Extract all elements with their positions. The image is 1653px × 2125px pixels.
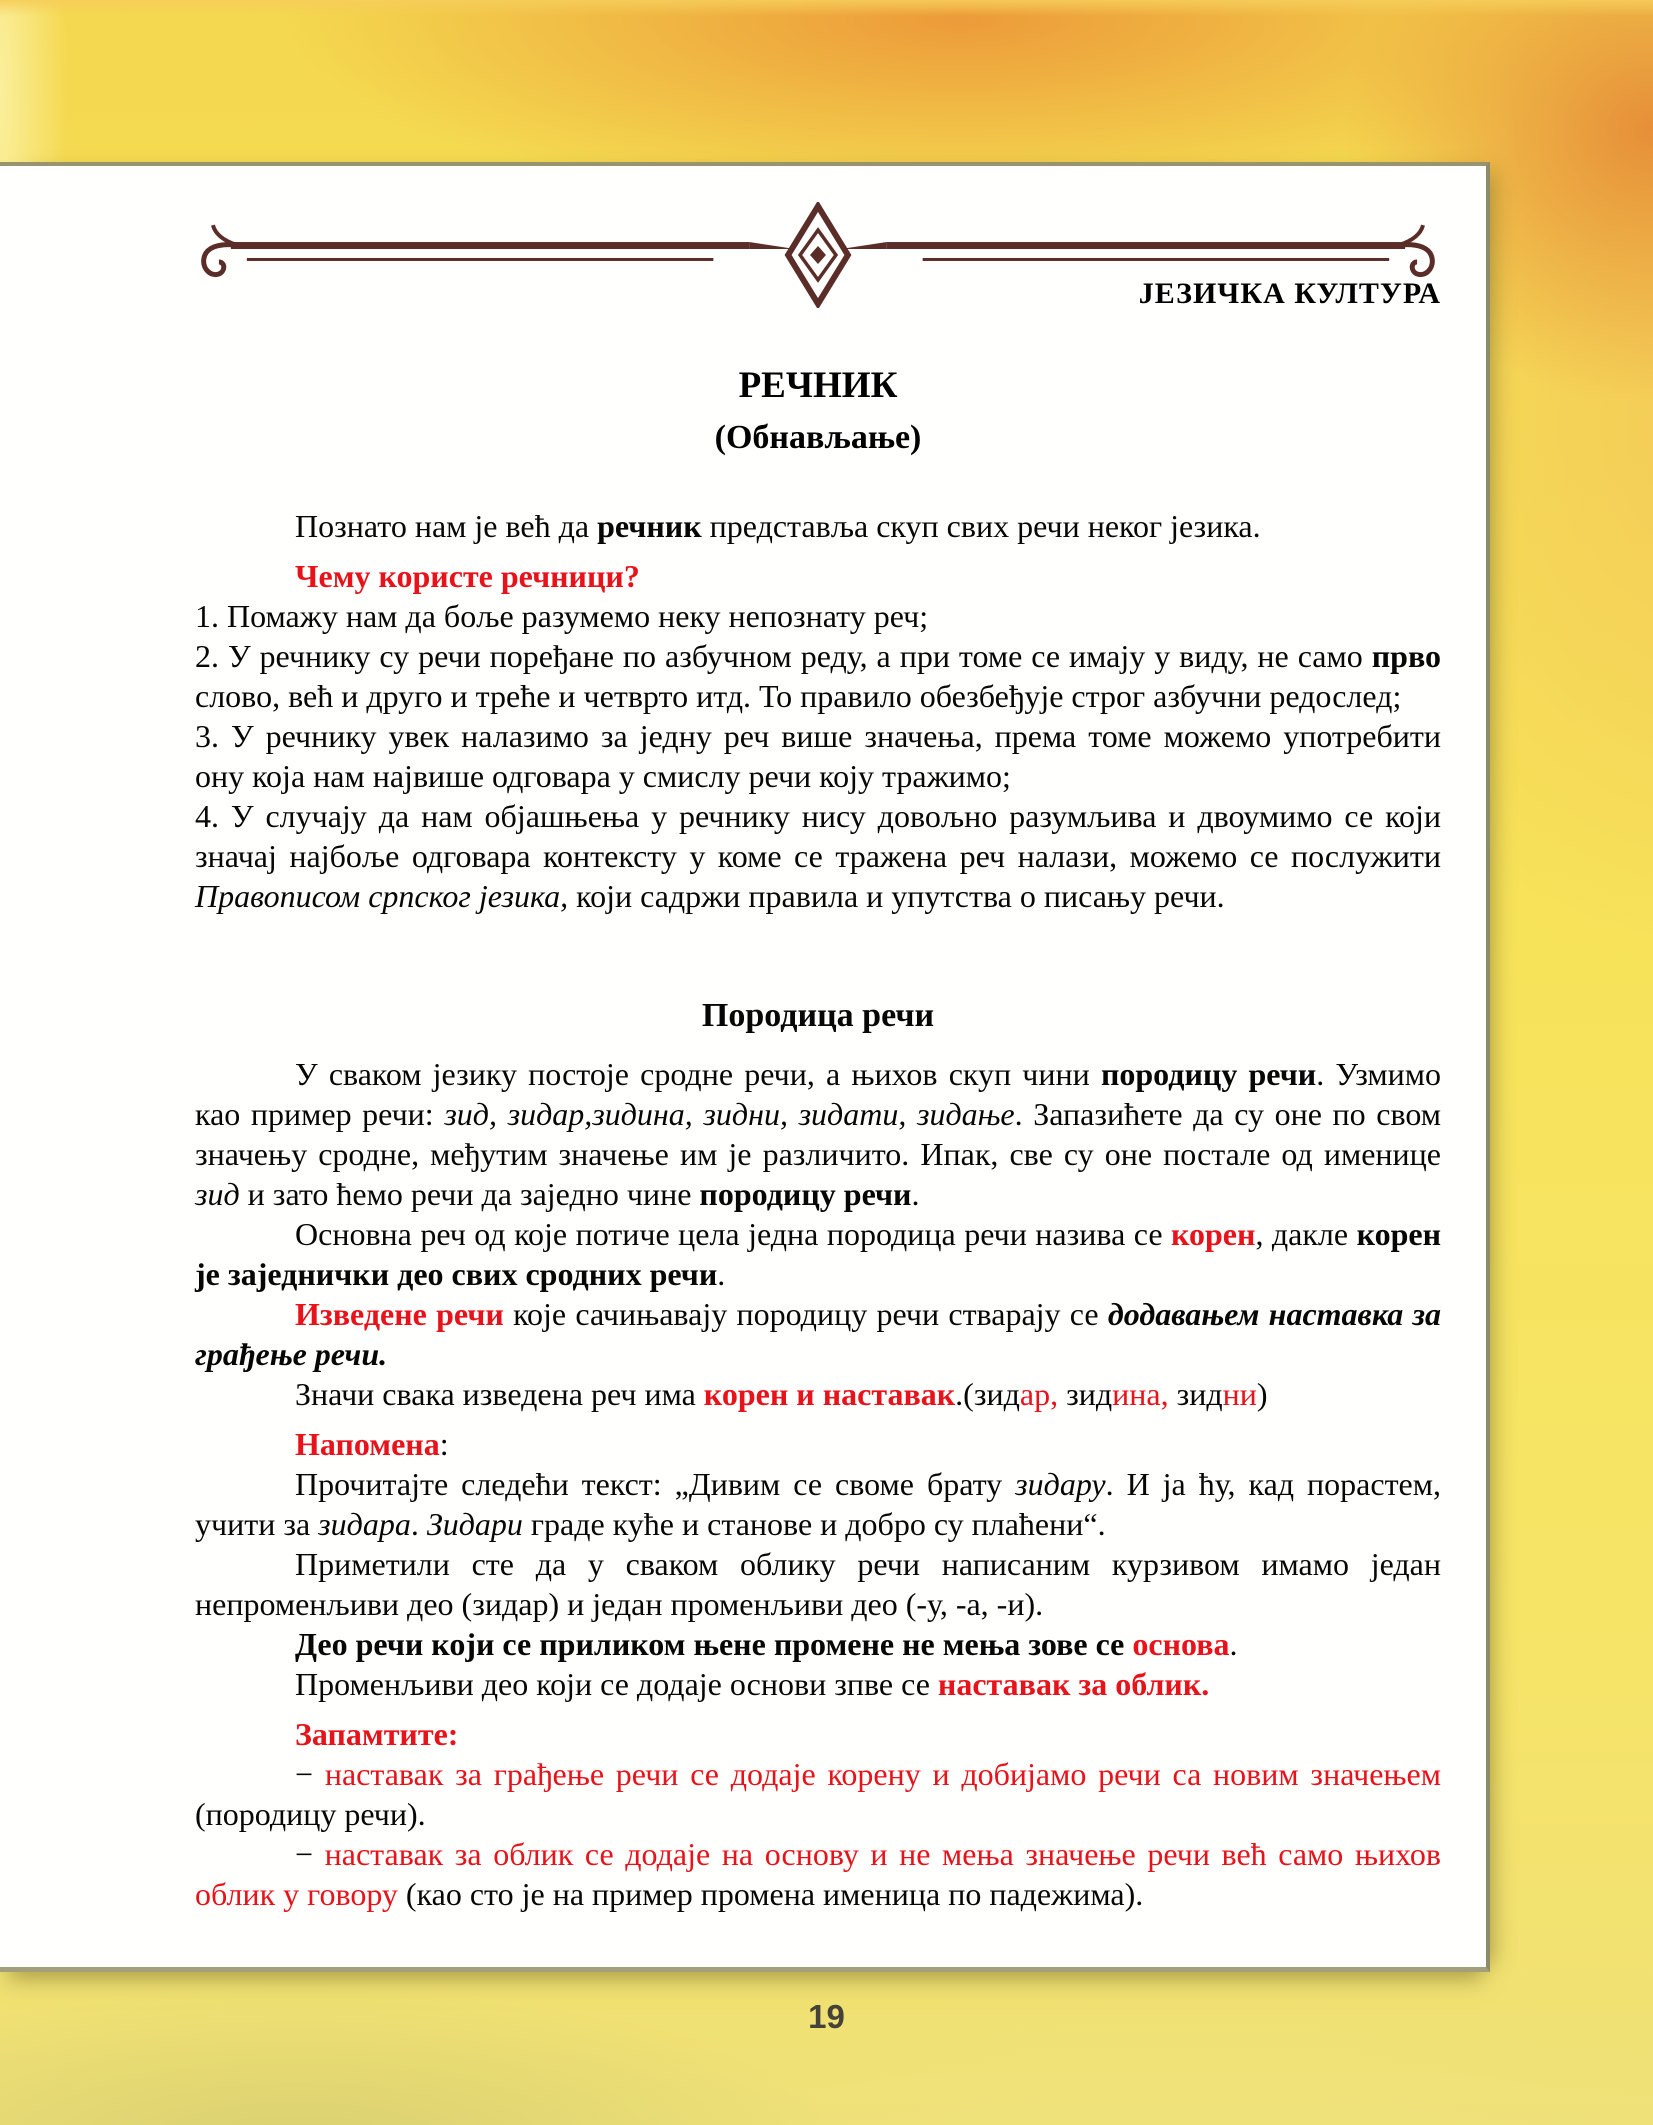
observation-paragraph	[195, 1544, 1441, 1624]
text-run: основа	[1132, 1626, 1230, 1662]
page-title: РЕЧНИК	[738, 365, 898, 406]
text-run: које сачињавају породицу речи стварају се	[503, 1296, 1108, 1332]
text-run: Део речи који се приликом њене промене не мења зове се	[295, 1626, 1133, 1662]
text-run: Приметили сте да у сваком облику речи написаним курзивом имамо један непроменљиви део (зидар) и један променљиви део (-у, -а, -и).	[195, 1546, 1441, 1622]
text-run: породицу речи	[1100, 1056, 1317, 1092]
text-run: зидара	[318, 1506, 411, 1542]
text-run: ни	[1222, 1376, 1257, 1412]
text-run: Напомена	[295, 1426, 440, 1462]
text-run: зид	[1168, 1376, 1223, 1412]
text-run: Запамтите:	[295, 1716, 459, 1752]
text-run: граде куће и станове и добро су плаћени“.	[522, 1506, 1106, 1542]
text-run: наставак за облик.	[937, 1666, 1210, 1702]
text-run: и зато ћемо речи да заједно чине	[239, 1176, 700, 1212]
text-run: додавањем наставка за грађење речи.	[195, 1296, 1441, 1372]
list-item-4	[195, 796, 1441, 916]
note-heading	[195, 1424, 1441, 1464]
text-run: наставак за грађење речи се додаје корену и добијамо речи са новим значењем	[324, 1756, 1442, 1792]
question-heading	[195, 556, 1441, 596]
text-run: (као сто је на пример промена именица по падежима).	[397, 1876, 1144, 1912]
page-subtitle: (Обнављање)	[714, 419, 922, 456]
text-run: .	[1229, 1626, 1238, 1662]
word-family-paragraph	[195, 1054, 1441, 1214]
text-run: наставак за облик се додаје на основу и не мења значење речи већ само њихов облик у говору	[195, 1836, 1442, 1912]
text-run: који садржи правила и упутства о писању речи.	[568, 878, 1225, 914]
text-run: зидару	[1015, 1466, 1106, 1502]
form-suffix-paragraph	[195, 1664, 1441, 1704]
derived-words-paragraph	[195, 1294, 1441, 1374]
text-run: .(зид	[955, 1376, 1020, 1412]
text-run: речник	[597, 508, 702, 544]
text-run: 2. У речнику су речи поређане по азбучном реду, а при томе се имају у виду, не само	[195, 638, 1372, 674]
remember-item-1	[195, 1754, 1441, 1834]
text-run: Чему користе речници?	[295, 558, 640, 594]
text-run: Правописом српског језика,	[195, 878, 569, 914]
text-run: .	[911, 1176, 920, 1212]
text-run: :	[439, 1426, 449, 1462]
document-content	[195, 506, 1441, 1914]
base-definition-paragraph	[195, 1624, 1441, 1664]
text-run: зид	[195, 1176, 240, 1212]
note-text-paragraph	[195, 1464, 1441, 1544]
text-run: −	[295, 1756, 325, 1792]
text-run: ар,	[1019, 1376, 1059, 1412]
intro-paragraph	[195, 506, 1441, 546]
text-run: Значи свака изведена реч има	[295, 1376, 704, 1412]
text-run: Основна реч од које потиче цела једна породица речи назива се	[295, 1216, 1171, 1252]
text-run: )	[1256, 1376, 1268, 1412]
text-run: слово, већ и друго и треће и четврто итд. То правило обезбеђује строг азбучни редослед;	[195, 678, 1402, 714]
text-run: 3. У речнику увек налазимо за једну реч више значења, према томе можемо употребити ону која нам највише одговара у смислу речи коју тражимо;	[195, 718, 1441, 794]
text-run: . Узмимо као пример речи:	[195, 1056, 1442, 1132]
text-run: зид	[1058, 1376, 1113, 1412]
text-run: 1. Помажу нам да боље разумемо неку непознату реч;	[195, 598, 929, 634]
list-item-1	[195, 596, 1441, 636]
text-run: Изведене речи	[295, 1296, 504, 1332]
section-heading	[195, 996, 1441, 1036]
remember-heading	[195, 1714, 1441, 1754]
document-page	[0, 162, 1490, 1972]
text-run: Зидари	[426, 1506, 523, 1542]
text-run: представља скуп свих речи неког језика.	[701, 508, 1261, 544]
text-run: Прочитајте следећи текст: „Дивим се своме брату	[295, 1466, 1016, 1502]
text-run: корен је заједнички део свих сродних речи	[195, 1216, 1442, 1292]
text-run: Породица речи	[701, 997, 935, 1034]
text-run: ина,	[1112, 1376, 1169, 1412]
text-run: −	[295, 1836, 325, 1872]
root-suffix-paragraph	[195, 1374, 1441, 1414]
root-paragraph	[195, 1214, 1441, 1294]
remember-item-2	[195, 1834, 1441, 1914]
page-number: 19	[808, 1998, 845, 2035]
text-run: У сваком језику постоје сродне речи, а њихов скуп чини	[295, 1056, 1101, 1092]
text-run: 4. У случају да нам објашњења у речнику нису довољно разумљива и двоумимо се који значај најбоље одговара контексту у коме се тражена реч налази, можемо се послужити	[195, 798, 1441, 874]
text-run: прво	[1371, 638, 1441, 674]
list-item-2	[195, 636, 1441, 716]
text-run: зид, зидар,зидина, зидни, зидати, зидање	[444, 1096, 1015, 1132]
text-run: породицу речи	[699, 1176, 912, 1212]
text-run: , дакле	[1255, 1216, 1357, 1252]
list-item-3	[195, 716, 1441, 796]
text-run: Променљиви део који се додаје основи зпве се	[295, 1666, 938, 1702]
text-run: .	[717, 1256, 726, 1292]
text-run: корен	[1170, 1216, 1256, 1252]
text-run: . Запазићете да су оне по свом значењу сродне, међутим значење им је различито. Ипак, све су оне постале од именице	[195, 1096, 1442, 1172]
text-run: корен и наставак	[703, 1376, 956, 1412]
text-run: Познато нам је већ да	[295, 508, 598, 544]
text-run: (породицу речи).	[195, 1796, 426, 1832]
text-run: . И ја ћу, кад порастем, учити за	[195, 1466, 1442, 1542]
section-label: ЈЕЗИЧКА КУЛТУРА	[1138, 277, 1441, 310]
text-run: .	[410, 1506, 427, 1542]
